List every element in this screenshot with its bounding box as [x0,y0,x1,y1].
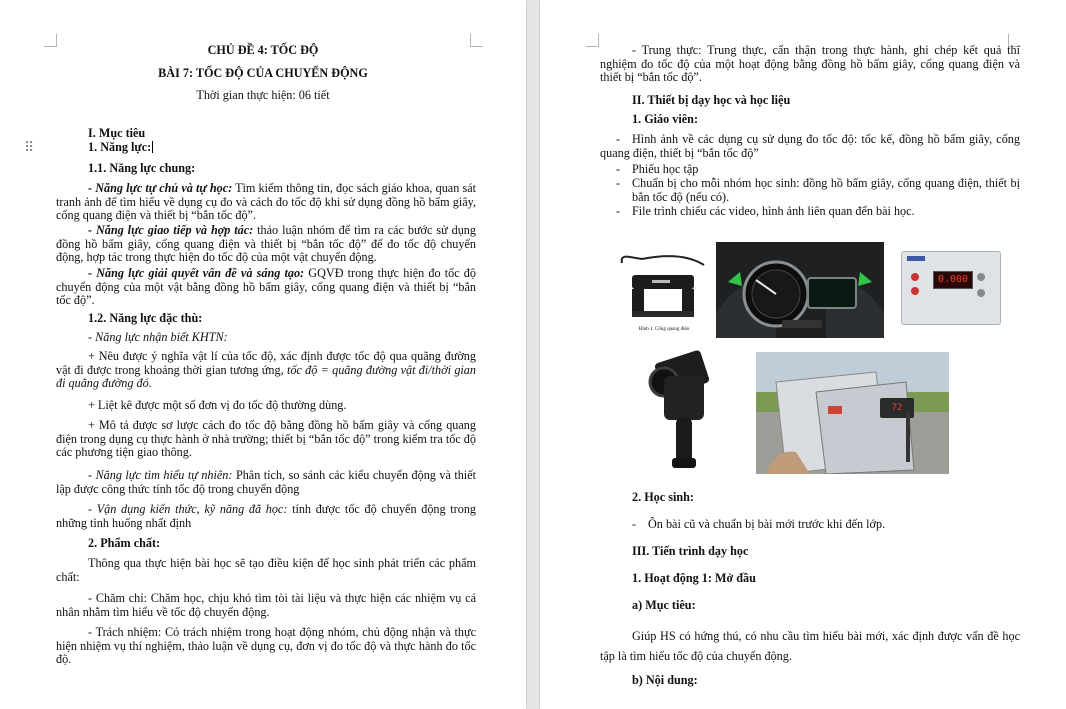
paragraph: - Vận dụng kiến thức, kỹ năng đã học: tính được tốc độ chuyển động trong những tình huống nhất định [56,502,477,530]
timer-button [911,287,919,295]
paragraph: + Mô tả được sơ lược cách đo tốc độ bằng đồng hồ bấm giây và cổng quang điện trong dụng cụ thực hành ở nhà trường; thiết bị “bắn tốc độ” trong kiểm tra tốc độ các phương tiện giao thông. [56,418,476,460]
subsection-heading: 1. Giáo viên: [632,112,699,126]
paragraph: - Năng lực nhận biết KHTN: [88,330,228,344]
timer-knob [977,273,985,281]
timer-button [911,273,919,281]
list-item: Ôn bài cũ và chuẩn bị bài mới trước khi đến lớp. [648,517,886,531]
document-page-left[interactable] [0,0,526,709]
section-heading: II. Thiết bị dạy học và học liệu [632,93,791,107]
paragraph: - Năng lực tìm hiểu tự nhiên: Phân tích, so sánh các kiểu chuyển động và thiết lập được công thức tính tốc độ trong chuyển động [56,468,476,496]
list-item: File trình chiếu các video, hình ảnh liên quan đến bài học. [632,204,915,218]
section-heading: I. Mục tiêu [88,126,146,140]
digital-timer-image[interactable] [897,243,1003,329]
speed-check-photo[interactable] [756,352,949,474]
subsection-heading: 1.2. Năng lực đặc thù: [88,311,203,325]
subsection-heading: 2. Học sinh: [632,490,694,504]
paragraph: - Trách nhiệm: Có trách nhiệm trong hoạt động nhóm, chủ động nhận và thực hiện nhiệm vụ thí nghiệm, thảo luận về dụng cụ, đơn vị đo tốc độ và thực hành đo tốc độ. [56,625,476,667]
subsection-heading: 1. Hoạt động 1: Mở đầu [632,571,756,585]
paragraph: - Năng lực tự chủ và tự học: Tìm kiếm thông tin, đọc sách giáo khoa, quan sát tranh ảnh để tìm hiểu về dụng cụ đo và cách đo tốc độ khi sử dụng đồng hồ bấm giây, cổng quang điện và thiết bị “bắn tốc độ”. [56,181,476,223]
bullet-marker: - [616,176,621,190]
lesson-title: BÀI 7: TỐC ĐỘ CỦA CHUYỂN ĐỘNG [158,66,368,80]
radar-gun-image[interactable] [636,346,730,474]
bullet-marker: - [616,204,621,218]
paragraph: - Năng lực giải quyết vấn đề và sáng tạo: GQVĐ trong thực hiện đo tốc độ chuyển động của một vật bằng đồng hồ bấm giây, cổng quang điện và thiết bị “bắn tốc độ”. [56,266,476,308]
subsection-heading: 1. Năng lực: [88,140,152,154]
subsection-heading: 1.1. Năng lực chung: [88,161,196,175]
speed-check-illustration [756,352,949,474]
paragraph: - Chăm chỉ: Chăm học, chịu khó tìm tòi tài liệu và thực hiện các nhiệm vụ cá nhân nhằm tìm hiểu về tốc độ chuyển động. [56,591,476,619]
paragraph: - Trung thực: Trung thực, cẩn thận trong thực hành, ghi chép kết quả thí nghiệm đo tốc độ của một hoạt động bằng đồng hồ bấm giây, cổng quang điện và thiết bị “bắn tốc độ”. [600,43,1020,85]
timer-logo [907,256,925,261]
photogate-image[interactable] [612,245,716,337]
duration-text: Thời gian thực hiện: 06 tiết [196,88,330,102]
paragraph: + Liệt kê được một số đơn vị đo tốc độ thường dùng. [88,398,347,412]
paragraph: Giúp HS có hứng thú, có nhu cầu tìm hiểu bài mới, xác định được vấn đề học tập là tìm hiểu tốc độ của chuyển động. [600,629,1020,663]
text-cursor [152,141,153,153]
list-item: Hình ảnh về các dụng cụ sử dụng đo tốc độ: tốc kế, đồng hồ bấm giây, cổng quang điện, thiết bị “bắn tốc độ” [600,132,1020,160]
topic-title: CHỦ ĐỀ 4: TỐC ĐỘ [207,43,319,57]
section-heading: 2. Phẩm chất: [88,536,161,550]
paragraph: Thông qua thực hiện bài học sẽ tạo điều kiện để học sinh phát triển các phẩm chất: [56,556,476,584]
figure-caption: Hình 1. Cổng quang điện [638,327,690,332]
document-page-right[interactable] [540,0,1066,709]
radar-display: 72 [891,403,903,413]
photogate-illustration [612,245,716,337]
speedometer-illustration [716,242,884,338]
list-item: Chuẩn bị cho mỗi nhóm học sinh: đồng hồ bấm giây, cổng quang điện, thiết bị bắn tốc độ (nếu có). [632,176,1020,204]
subsection-heading: a) Mục tiêu: [632,598,696,612]
list-item: Phiếu học tập [632,162,699,176]
drag-handle-icon[interactable]: ⠿ [24,140,34,156]
paragraph: + Nêu được ý nghĩa vật lí của tốc độ, xác định được tốc độ qua quãng đường vật đi được trong khoảng thời gian tương ứng, tốc độ = quãng đường vật đi/thời gian đi quãng đường đó. [56,349,476,391]
section-heading: III. Tiến trình dạy học [632,544,749,558]
bullet-marker: - [616,132,621,146]
bullet-marker: - [616,162,621,176]
crop-mark [586,34,599,47]
speedometer-image[interactable] [716,242,884,338]
paragraph: - Năng lực giao tiếp và hợp tác: thảo luận nhóm để tìm ra các bước sử dụng đồng hồ bấm giây, cổng quang điện và thiết bị “bắn tốc độ” để đo tốc độ chuyển động, hợp tác trong thực hiện đo tốc độ của một vật chuyển động. [56,223,476,265]
timer-display: 0.000 [933,271,973,289]
radar-gun-illustration [636,346,730,474]
bullet-marker: - [632,517,637,531]
timer-knob [977,289,985,297]
subsection-heading: b) Nội dung: [632,673,698,687]
